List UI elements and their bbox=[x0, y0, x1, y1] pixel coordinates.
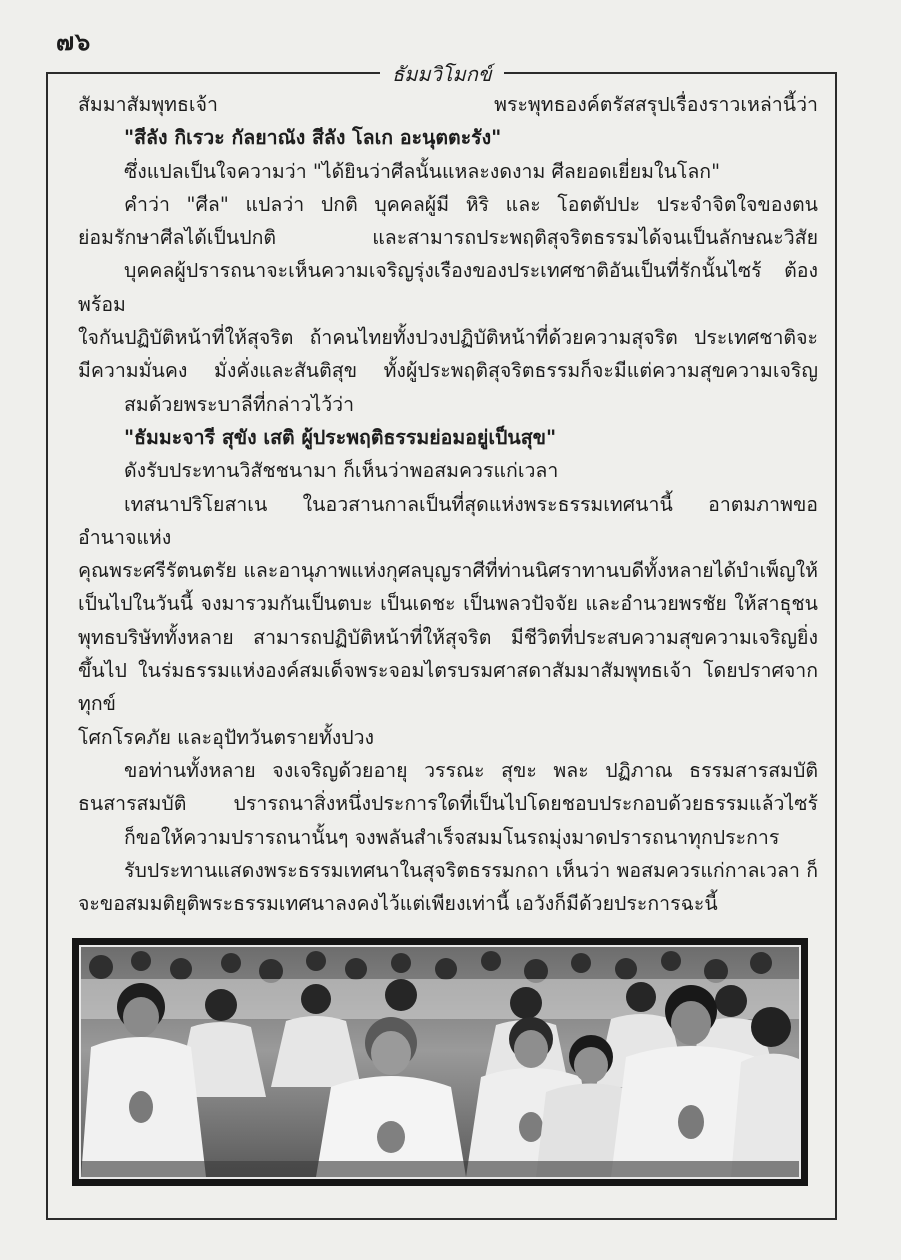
photo-meditating-devotees-icon bbox=[79, 945, 801, 1179]
header-title: ธัมมวิโมกข์ bbox=[380, 58, 504, 90]
text-line: บุคคลผู้ปรารถนาจะเห็นความเจริญรุ่งเรืองของประเทศชาติอันเป็นที่รักนั้นไซร้ ต้องพร้อม bbox=[78, 259, 818, 316]
text-line: ขึ้นไป ในร่มธรรมแห่งองค์สมเด็จพระจอมไตรบรมศาสดาสัมมาสัมพุทธเจ้า โดยปราศจากทุกข์ bbox=[78, 659, 818, 716]
body-text bbox=[78, 88, 818, 920]
text-line: พุทธบริษัททั้งหลาย สามารถปฏิบัติหน้าที่ให้สุจริต มีชีวิตที่ประสบความสุขความเจริญยิ่ง bbox=[78, 625, 818, 649]
page-number: ๗๖ bbox=[56, 27, 92, 56]
text-line: สมด้วยพระบาลีที่กล่าวไว้ว่า bbox=[124, 392, 355, 416]
text-line: ดังรับประทานวิสัชชนามา ก็เห็นว่าพอสมควรแก่เวลา bbox=[124, 459, 559, 483]
text-line: ธนสารสมบัติ ปรารถนาสิ่งหนึ่งประการใดที่เป็นไปโดยชอบประกอบด้วยธรรมแล้วไซร้ bbox=[78, 792, 818, 816]
text-line: ซึ่งแปลเป็นใจความว่า "ได้ยินว่าศีลนั้นแหละงดงาม ศีลยอดเยี่ยมในโลก" bbox=[124, 159, 721, 183]
text-line: คำว่า "ศีล" แปลว่า ปกติ บุคคลผู้มี หิริ และ โอตตัปปะ ประจำจิตใจของตน bbox=[124, 192, 818, 216]
text-line: คุณพระศรีรัตนตรัย และอานุภาพแห่งกุศลบุญราศีที่ท่านนิศราทานบดีทั้งหลายได้บำเพ็ญให้ bbox=[78, 559, 818, 583]
text-line: สัมมาสัมพุทธเจ้า พระพุทธองค์ตรัสสรุปเรื่องราวเหล่านี้ว่า bbox=[78, 93, 818, 116]
text-line: "ธัมมะจารี สุขัง เสติ ผู้ประพฤติธรรมย่อมอยู่เป็นสุข" bbox=[124, 425, 557, 449]
text-line: ย่อมรักษาศีลได้เป็นปกติ และสามารถประพฤติสุจริตธรรมได้จนเป็นลักษณะวิสัย bbox=[78, 226, 818, 250]
text-line: จะขอสมมติยุติพระธรรมเทศนาลงคงไว้แต่เพียงเท่านี้ เอวังก็มีด้วยประการฉะนี้ bbox=[78, 892, 718, 916]
text-line: "สีลัง กิเรวะ กัลยาณัง สีลัง โลเก อะนุตตะรัง" bbox=[124, 126, 502, 150]
text-line: โศกโรคภัย และอุปัทวันตรายทั้งปวง bbox=[78, 725, 375, 749]
text-line: เป็นไปในวันนี้ จงมารวมกันเป็นตบะ เป็นเดชะ เป็นพลวปัจจัย และอำนวยพรชัย ให้สาธุชน bbox=[78, 592, 818, 616]
photo-illustration bbox=[81, 947, 799, 1177]
text-line: เทสนาปริโยสาเน ในอวสานกาลเป็นที่สุดแห่งพระธรรมเทศนานี้ อาตมภาพขออำนาจแห่ง bbox=[78, 492, 818, 549]
text-line: รับประทานแสดงพระธรรมเทศนาในสุจริตธรรมกถา เห็นว่า พอสมควรแก่กาลเวลา ก็ bbox=[124, 858, 818, 882]
text-line: ใจกันปฏิบัติหน้าที่ให้สุจริต ถ้าคนไทยทั้งปวงปฏิบัติหน้าที่ด้วยความสุจริต ประเทศชาติจะ bbox=[78, 326, 818, 350]
text-line: ขอท่านทั้งหลาย จงเจริญด้วยอายุ วรรณะ สุขะ พละ ปฏิภาณ ธรรมสารสมบัติ bbox=[124, 758, 818, 782]
text-line: มีความมั่นคง มั่งคั่งและสันติสุข ทั้งผู้ประพฤติสุจริตธรรมก็จะมีแต่ความสุขความเจริญ bbox=[78, 359, 818, 383]
photo-frame bbox=[72, 938, 808, 1186]
text-line: ก็ขอให้ความปรารถนานั้นๆ จงพลันสำเร็จสมมโนรถมุ่งมาดปรารถนาทุกประการ bbox=[124, 825, 780, 849]
